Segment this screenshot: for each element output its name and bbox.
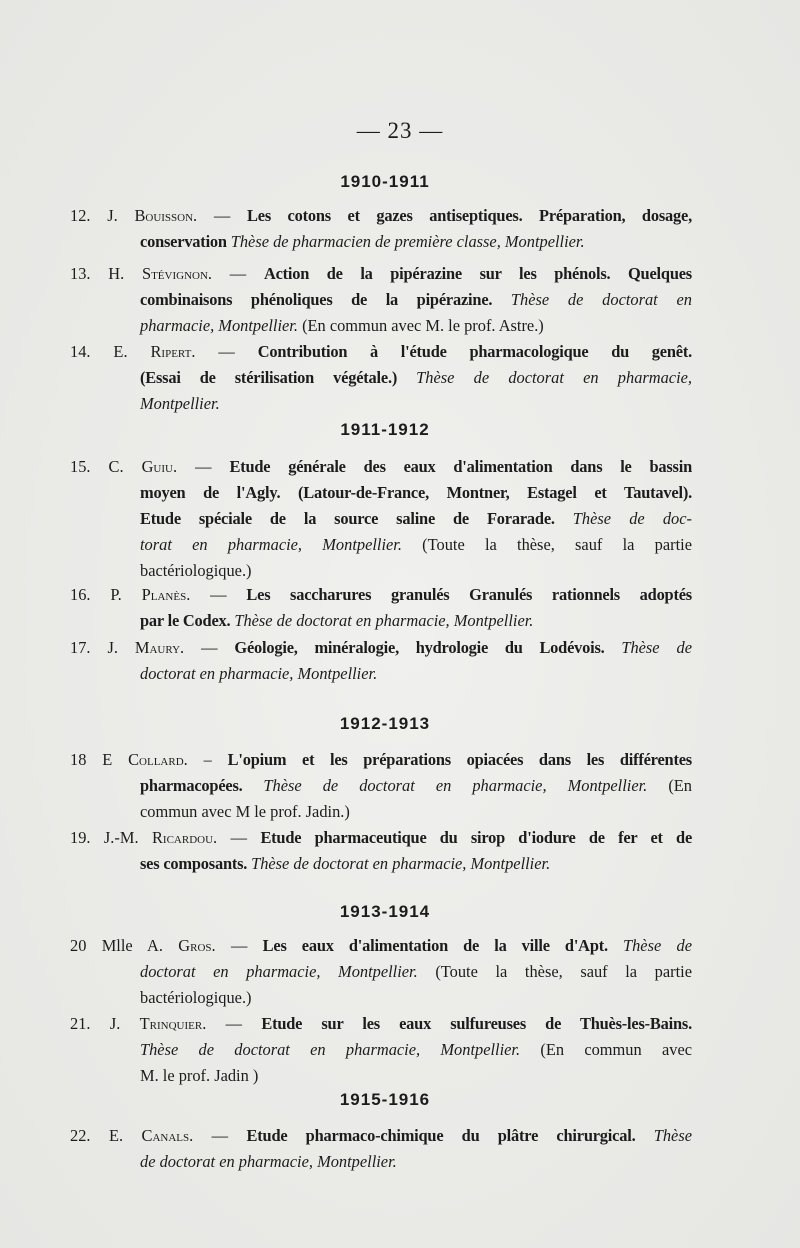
section-year-heading: 1910-1911 bbox=[340, 172, 430, 191]
entry-text: (En commun avec M. le prof. Astre.) bbox=[297, 316, 544, 335]
entry-text: (En bbox=[647, 776, 692, 795]
title-text: conservation bbox=[140, 232, 231, 251]
entry-text: . — bbox=[213, 828, 261, 847]
entry-text: . — bbox=[186, 585, 247, 604]
author-name: Gros bbox=[178, 936, 212, 955]
title-text: ses composants. bbox=[140, 854, 252, 873]
page-number: — 23 — bbox=[356, 118, 444, 143]
title-text: Action de la pipérazine sur les phénols. Quelques bbox=[263, 264, 692, 283]
entry-text: . — bbox=[202, 1014, 262, 1033]
entry-text: 15. C. bbox=[70, 457, 142, 476]
bibliography-entry-line bbox=[140, 1065, 692, 1087]
bibliography-entry-line bbox=[70, 263, 692, 285]
entry-text: 20 Mlle A. bbox=[70, 936, 179, 955]
citation-text: doctorat en pharmacie, Montpellier. bbox=[140, 962, 418, 981]
entry-text: 17. J. bbox=[70, 638, 135, 657]
citation-text: Thèse de bbox=[623, 936, 693, 955]
citation-text: Thèse de doctorat en pharmacie, Montpellier. bbox=[251, 854, 551, 873]
entry-text: M. le prof. Jadin ) bbox=[140, 1066, 259, 1085]
citation-text: Montpellier. bbox=[140, 394, 220, 413]
author-name: Canals bbox=[141, 1126, 190, 1145]
citation-text: Thèse de doc- bbox=[572, 509, 692, 528]
bibliography-entry-line bbox=[140, 801, 692, 823]
bibliography-entry-line bbox=[140, 393, 692, 415]
author-name: Guiu bbox=[141, 457, 173, 476]
title-text: (Latour-de-France, Montner, Estagel et Tautavel). bbox=[298, 483, 692, 502]
citation-text: torat en pharmacie, Montpellier. bbox=[140, 535, 402, 554]
bibliography-entry-line bbox=[140, 367, 692, 389]
entry-text: . — bbox=[191, 342, 258, 361]
entry-text: (En commun avec bbox=[520, 1040, 692, 1059]
entry-text: 13. H. bbox=[70, 264, 142, 283]
bibliography-entry-line bbox=[70, 341, 692, 363]
entry-text: . — bbox=[211, 936, 263, 955]
entry-text: 21. J. bbox=[70, 1014, 140, 1033]
bibliography-entry-line bbox=[140, 987, 692, 1009]
bibliography-entry-line bbox=[70, 205, 692, 227]
citation-text: Thèse bbox=[653, 1126, 692, 1145]
title-text: (Essai de stérilisation végétale.) bbox=[140, 368, 417, 387]
title-text: Etude spéciale de la source saline de Forarade. bbox=[140, 509, 573, 528]
entry-text: . — bbox=[172, 457, 230, 476]
title-text: Les eaux d'alimentation de la ville d'Apt. bbox=[262, 936, 623, 955]
title-text: Etude pharmaceutique du sirop d'iodure de fer et de bbox=[260, 828, 693, 847]
bibliography-entry-line bbox=[70, 935, 692, 957]
entry-text: . — bbox=[193, 206, 248, 225]
citation-text: Thèse de bbox=[621, 638, 692, 657]
citation-text: Thèse de doctorat en pharmacie, Montpellier. bbox=[263, 776, 648, 795]
citation-text: Thèse de doctorat en pharmacie, Montpellier. bbox=[140, 1040, 521, 1059]
author-name: Stévignon bbox=[141, 264, 208, 283]
bibliography-entry-line bbox=[70, 827, 692, 849]
bibliography-entry-line bbox=[140, 315, 692, 337]
bibliography-entry-line bbox=[70, 637, 692, 659]
entry-text: commun avec M le prof. Jadin.) bbox=[140, 802, 350, 821]
author-name: Maury bbox=[134, 638, 181, 657]
entry-text: . – bbox=[183, 750, 228, 769]
bibliography-entry-line bbox=[140, 1151, 692, 1173]
author-name: Bouisson bbox=[134, 206, 194, 225]
entry-text: 16. P. bbox=[70, 585, 142, 604]
title-text: Etude sur les eaux sulfureuses de Thuès-les-Bains. bbox=[261, 1014, 692, 1033]
entry-text: bactériologique.) bbox=[140, 561, 252, 580]
title-text: Contribution à l'étude pharmacologique du genêt. bbox=[257, 342, 692, 361]
entry-text: . — bbox=[189, 1126, 247, 1145]
title-text: Etude générale des eaux d'alimentation dans le bassin bbox=[229, 457, 692, 476]
author-name: Ripert bbox=[150, 342, 192, 361]
entry-text: 19. J.-M. bbox=[70, 828, 152, 847]
author-name: Trinquier bbox=[139, 1014, 203, 1033]
entry-text: 14. E. bbox=[70, 342, 151, 361]
bibliography-entry-line bbox=[70, 456, 692, 478]
title-text: Géologie, minéralogie, hydrologie du Lodévois. bbox=[234, 638, 622, 657]
bibliography-entry-line bbox=[140, 482, 692, 504]
title-text: Les cotons et gazes antiseptiques. Préparation, dosage, bbox=[247, 206, 692, 225]
bibliography-entry-line bbox=[70, 584, 692, 606]
bibliography-entry-line bbox=[140, 534, 692, 556]
bibliography-entry-line bbox=[140, 853, 692, 875]
author-name: Collard bbox=[128, 750, 184, 769]
bibliography-entry-line bbox=[140, 663, 692, 685]
entry-text: bactériologique.) bbox=[140, 988, 252, 1007]
title-text: par le Codex. bbox=[140, 611, 235, 630]
title-text: L'opium et les préparations opiacées dans les différentes bbox=[227, 750, 692, 769]
bibliography-entry-line bbox=[140, 231, 692, 253]
section-year-heading: 1915-1916 bbox=[339, 1090, 431, 1109]
bibliography-entry-line bbox=[70, 749, 692, 771]
citation-text: Thèse de doctorat en pharmacie, Montpellier. bbox=[234, 611, 534, 630]
citation-text: Thèse de pharmacien de première classe, Montpellier. bbox=[230, 232, 585, 251]
bibliography-entry-line bbox=[140, 1039, 692, 1061]
entry-text: 22. E. bbox=[70, 1126, 142, 1145]
bibliography-entry-line bbox=[70, 1125, 692, 1147]
entry-text: (Toute la thèse, sauf la partie bbox=[401, 535, 692, 554]
citation-text: Thèse de doctorat en bbox=[510, 290, 692, 309]
citation-text: Thèse de doctorat en pharmacie, bbox=[416, 368, 693, 387]
bibliography-entry-line bbox=[70, 1013, 692, 1035]
entry-text: 18 E bbox=[70, 750, 129, 769]
bibliography-entry-line bbox=[140, 610, 692, 632]
section-year-heading: 1911-1912 bbox=[340, 420, 430, 439]
section-year-heading: 1913-1914 bbox=[339, 902, 431, 921]
section-year-heading: 1912-1913 bbox=[339, 714, 431, 733]
citation-text: doctorat en pharmacie, Montpellier. bbox=[140, 664, 378, 683]
citation-text: pharmacie, Montpellier. bbox=[140, 316, 298, 335]
title-text: pharmacopées. bbox=[140, 776, 264, 795]
bibliography-entry-line bbox=[140, 961, 692, 983]
entry-text: 12. J. bbox=[70, 206, 135, 225]
author-name: Ricardou bbox=[152, 828, 214, 847]
entry-text: . — bbox=[207, 264, 264, 283]
entry-text: (Toute la thèse, sauf la partie bbox=[417, 962, 692, 981]
bibliography-entry-line bbox=[140, 508, 692, 530]
title-text: Les saccharures granulés Granulés rationnels adoptés bbox=[246, 585, 692, 604]
title-text: Etude pharmaco-chimique du plâtre chirurgical. bbox=[246, 1126, 654, 1145]
bibliography-entry-line bbox=[140, 560, 692, 582]
author-name: Planès bbox=[141, 585, 187, 604]
bibliography-entry-line bbox=[140, 775, 692, 797]
entry-text: . — bbox=[180, 638, 235, 657]
citation-text: de doctorat en pharmacie, Montpellier. bbox=[140, 1152, 397, 1171]
bibliography-entry-line bbox=[140, 289, 692, 311]
title-text: moyen de l'Agly. bbox=[140, 483, 298, 502]
title-text: combinaisons phénoliques de la pipérazine. bbox=[140, 290, 511, 309]
